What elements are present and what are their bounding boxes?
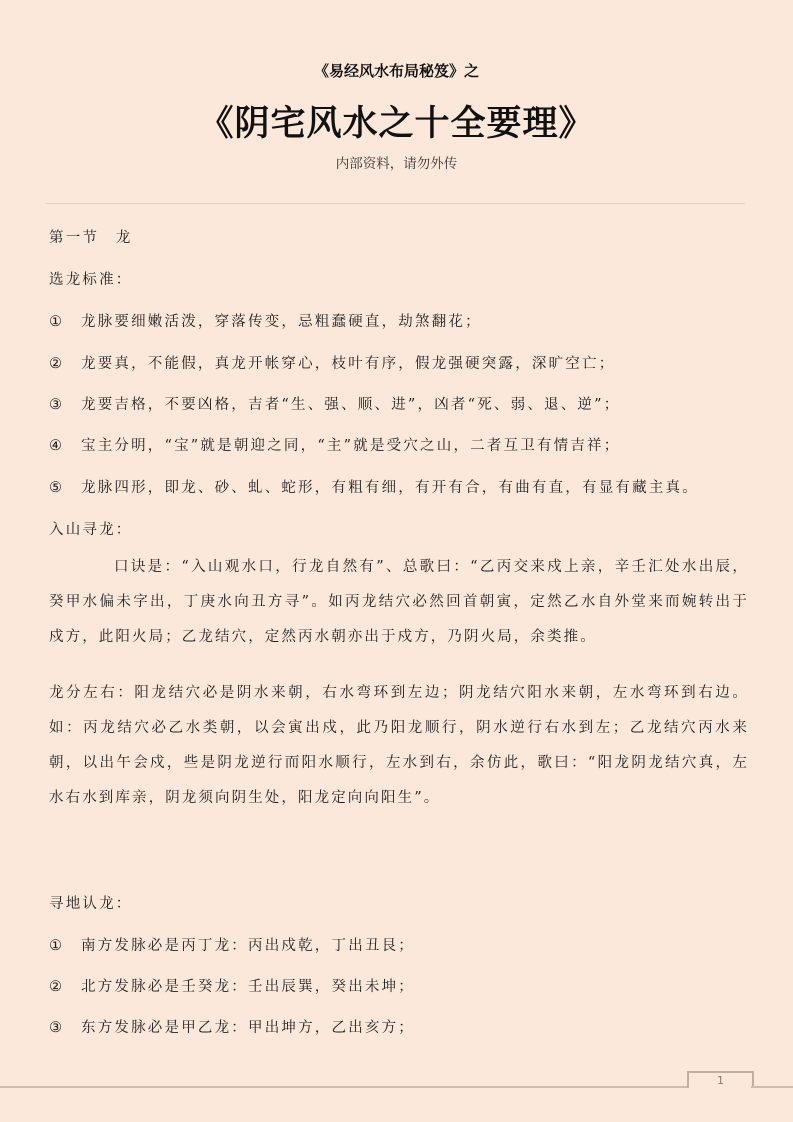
header-divider (45, 203, 745, 204)
list-item (49, 393, 620, 414)
item-number: ④ (49, 438, 62, 454)
item-number: ③ (49, 397, 62, 413)
item-text: 宝主分明，“宝”就是朝迎之同，“主”就是受穴之山，二者互卫有情吉祥； (81, 438, 621, 454)
item-number: ① (49, 938, 62, 954)
list-item (49, 310, 482, 331)
item-text: 龙要吉格，不要凶格，吉者“生、强、顺、进”，凶者“死、弱、退、逆”； (81, 397, 621, 413)
page-title: 《阴宅风水之十全要理》 (198, 104, 595, 144)
series-title: 《易经风水布局秘笈》之 (313, 62, 479, 80)
confidential-notice: 内部资料，请勿外传 (335, 156, 458, 172)
item-text: 南方发脉必是丙丁龙：丙出戍乾，丁出丑艮； (81, 938, 415, 954)
selection-standard-label: 选龙标准： (49, 272, 133, 288)
list-item (49, 434, 620, 455)
item-text: 龙脉要细嫩活泼，穿落传变，忌粗蠢硬直，劫煞翻花； (81, 314, 482, 330)
enter-mountain-paragraph: 口诀是：“入山观水口，行龙自然有”、总歌曰：“乙丙交来戍上亲，辛壬汇处水出辰，癸甲水偏未字出，丁庚水向丑方寻”。如丙龙结穴必然回首朝寅，定然乙水自外堂来而婉转出于戍方，此阳火局；乙龙结穴，定然丙水朝亦出于戍方，乃阴火局，余类推。 (49, 559, 749, 645)
item-number: ③ (49, 1020, 62, 1036)
section-heading: 第一节 龙 (49, 230, 133, 246)
footer-rule-left (0, 1086, 688, 1088)
list-item (49, 1016, 415, 1037)
item-text: 东方发脉必是甲乙龙：甲出坤方，乙出亥方； (81, 1020, 415, 1036)
item-text: 龙要真，不能假，真龙开帐穿心，枝叶有序，假龙强硬突露，深旷空亡； (81, 356, 616, 372)
list-item (49, 352, 615, 373)
item-text: 龙脉四形，即龙、砂、虬、蛇形，有粗有细，有开有合，有曲有直，有显有藏主真。 (81, 480, 699, 496)
item-number: ① (49, 314, 62, 330)
page-number-tab (687, 1071, 754, 1088)
item-number: ⑤ (49, 480, 62, 496)
item-text: 北方发脉必是壬癸龙：壬出辰巽，癸出未坤； (81, 979, 415, 995)
item-number: ② (49, 356, 62, 372)
item-number: ② (49, 979, 62, 995)
left-right-paragraph: 龙分左右：阳龙结穴必是阴水来朝，右水弯环到左边；阴龙结穴阳水来朝，左水弯环到右边。如：丙龙结穴必乙水类朝，以会寅出戍，此乃阳龙顺行，阴水逆行右水到左；乙龙结穴丙水来朝，以出午会戍，些是阴龙逆行而阳水顺行，左水到右，余仿此，歌曰：“阳龙阴龙结穴真，左水右水到库亲，阴龙须向阴生处，阳龙定向向阳生”。 (49, 685, 749, 806)
footer-rule-right (751, 1086, 793, 1088)
enter-mountain-label: 入山寻龙： (49, 522, 133, 538)
list-item (49, 975, 415, 996)
find-land-label: 寻地认龙： (49, 896, 133, 912)
page-number: 1 (717, 1074, 724, 1087)
list-item (49, 476, 699, 497)
list-item (49, 934, 415, 955)
